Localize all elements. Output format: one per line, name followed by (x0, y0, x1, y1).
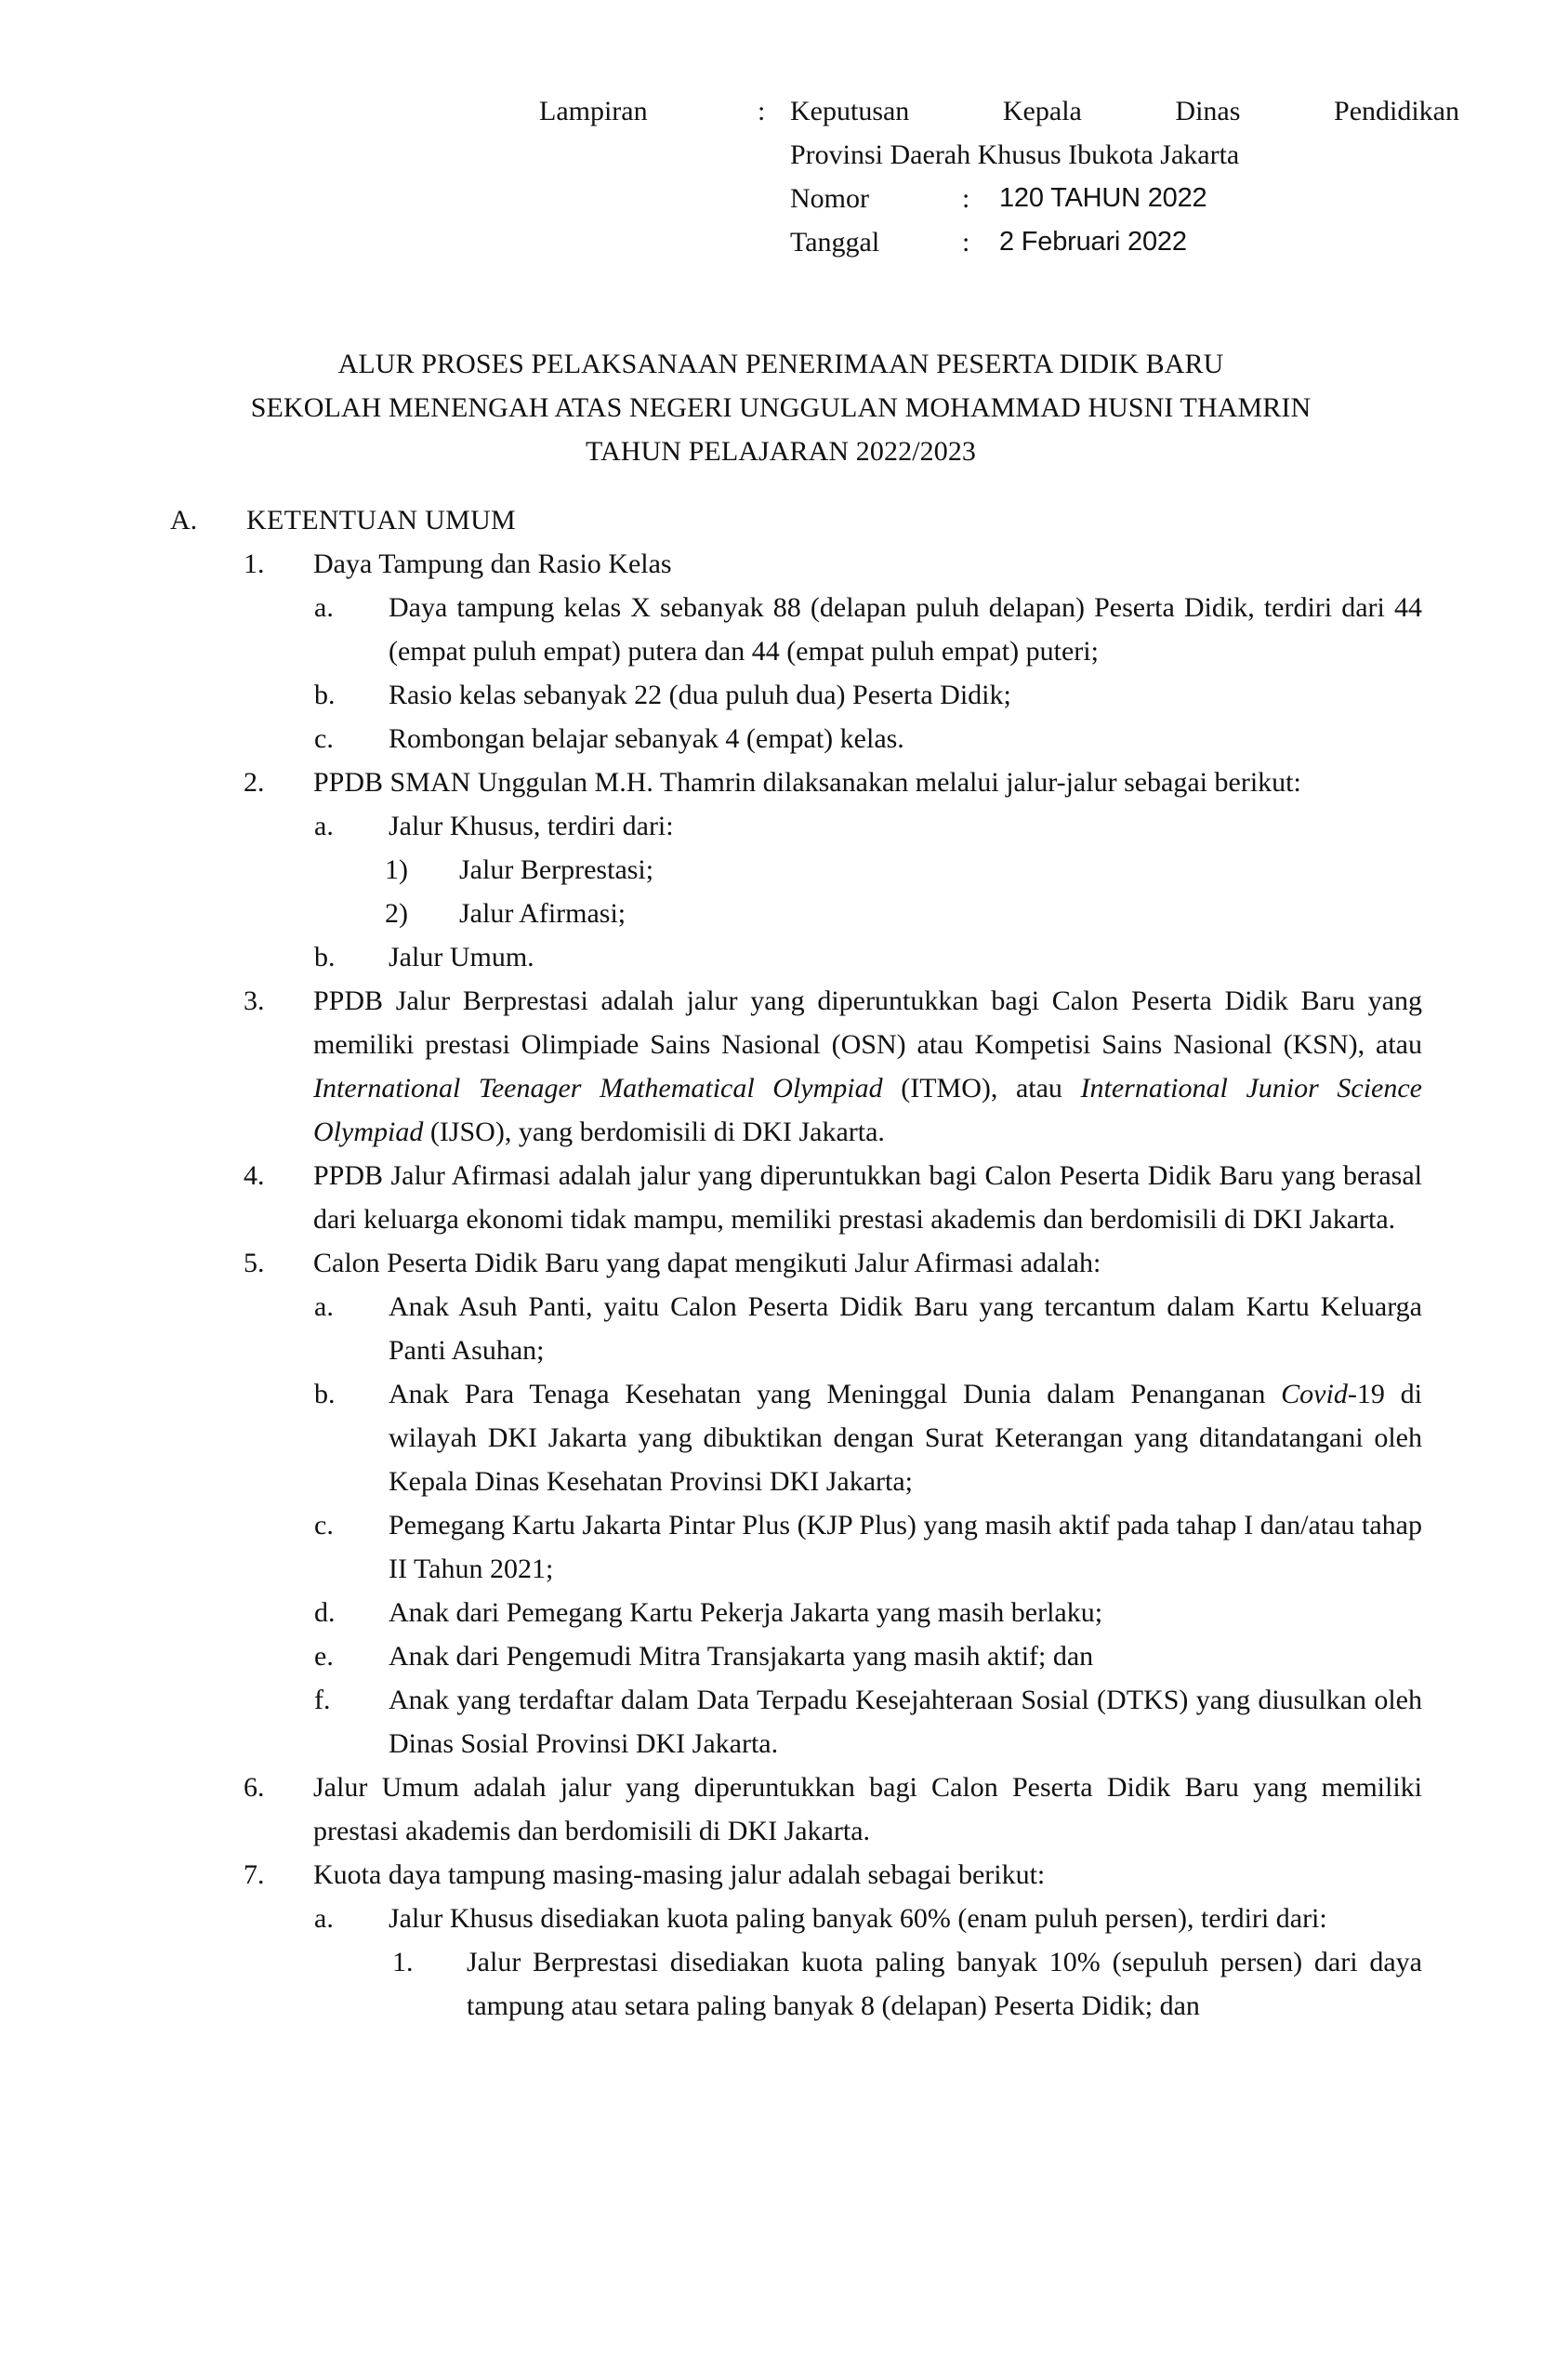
list-item-1-marker: 1. (244, 549, 265, 579)
list-item-5 (244, 1241, 1422, 1285)
list-item-7 (244, 1853, 1422, 1897)
list-item-5b-marker: b. (314, 1379, 336, 1409)
list-item-3-part3: (IJSO), yang berdomisili di DKI Jakarta. (423, 1117, 885, 1147)
list-item-2a1-marker: 1) (385, 854, 408, 885)
lampiran-colon: : (758, 96, 766, 126)
list-item-2a (314, 804, 1422, 848)
tanggal-label: Tanggal (790, 227, 880, 258)
lampiran-value-line2: Provinsi Daerah Khusus Ibukota Jakarta (790, 139, 1240, 170)
lampiran-value-line1: Keputusan Kepala Dinas Pendidikan (790, 96, 1459, 126)
list-item-3-part1: PPDB Jalur Berprestasi adalah jalur yang diperuntukkan bagi Calon Peserta Didik Baru yang memiliki prestasi Olimpiade Sains Nasional (OSN) atau Kompetisi Sains Nasional (KSN), atau (313, 985, 1422, 1060)
list-item-2a1-text: Jalur Berprestasi; (459, 854, 654, 885)
list-item-5f-text: Anak yang terdaftar dalam Data Terpadu Kesejahteraan Sosial (DTKS) yang diusulkan oleh Dinas Sosial Provinsi DKI Jakarta. (389, 1685, 1422, 1759)
list-item-1a (314, 586, 1422, 673)
tanggal-colon: : (962, 227, 970, 258)
list-item-7a1-text: Jalur Berprestasi disediakan kuota paling banyak 10% (sepuluh persen) dari daya tampung atau setara paling banyak 8 (delapan) Peserta Didik; dan (467, 1947, 1422, 2021)
list-item-3-marker: 3. (244, 985, 265, 1016)
header-row-lampiran-cont (790, 133, 1459, 177)
list-item-5b-part2: -19 di wilayah DKI Jakarta yang dibuktikan dengan Surat Keterangan yang ditandatangani oleh Kepala Dinas Kesehatan Provinsi DKI Jakarta; (389, 1379, 1422, 1497)
document-body (139, 498, 1422, 2028)
list-item-1b-marker: b. (314, 680, 336, 710)
list-item-3 (244, 979, 1422, 1154)
nomor-label: Nomor (790, 183, 869, 214)
list-item-5f-marker: f. (314, 1685, 331, 1715)
list-item-7a-marker: a. (314, 1903, 334, 1934)
section-heading-ketentuan-umum (170, 498, 1422, 542)
list-item-5e-text: Anak dari Pengemudi Mitra Transjakarta yang masih aktif; dan (389, 1641, 1094, 1672)
header-row-nomor (790, 177, 1459, 220)
list-item-6-text: Jalur Umum adalah jalur yang diperuntukkan bagi Calon Peserta Didik Baru yang memiliki prestasi akademis dan berdomisili di DKI Jakarta. (313, 1772, 1422, 1846)
page-title-line-3: TAHUN PELAJARAN 2022/2023 (585, 436, 977, 467)
list-item-6-marker: 6. (244, 1772, 265, 1803)
list-item-3-text (313, 979, 1422, 1154)
page-title-line-2: SEKOLAH MENENGAH ATAS NEGERI UNGGULAN MOHAMMAD HUSNI THAMRIN (250, 392, 1312, 423)
header-row-lampiran (539, 89, 1459, 133)
list-item-2a-text: Jalur Khusus, terdiri dari: (389, 811, 674, 841)
list-item-5a (314, 1285, 1422, 1372)
list-item-1b-text: Rasio kelas sebanyak 22 (dua puluh dua) Peserta Didik; (389, 680, 1011, 710)
list-item-2a2 (385, 892, 1422, 935)
page-title (139, 342, 1422, 473)
list-item-6 (244, 1765, 1422, 1853)
list-item-7-marker: 7. (244, 1859, 265, 1890)
list-item-2a1 (385, 848, 1422, 892)
list-item-5d-marker: d. (314, 1597, 336, 1628)
list-item-7-text: Kuota daya tampung masing-masing jalur adalah sebagai berikut: (313, 1859, 1046, 1890)
list-item-2 (244, 760, 1422, 804)
lampiran-label: Lampiran (539, 96, 648, 126)
list-item-1a-text: Daya tampung kelas X sebanyak 88 (delapan puluh delapan) Peserta Didik, terdiri dari 44 (empat puluh empat) putera dan 44 (empat puluh empat) puteri; (389, 592, 1422, 667)
list-item-5b-italic1: Covid (1281, 1379, 1348, 1409)
header-row-tanggal (790, 220, 1459, 264)
list-item-2a2-text: Jalur Afirmasi; (459, 898, 626, 929)
nomor-value: 120 TAHUN 2022 (999, 183, 1207, 213)
list-item-5-marker: 5. (244, 1248, 265, 1278)
section-heading-label: KETENTUAN UMUM (246, 505, 517, 536)
list-item-2b (314, 935, 1422, 979)
list-item-5e-marker: e. (314, 1641, 334, 1672)
list-item-5d (314, 1591, 1422, 1634)
list-item-1c (314, 717, 1422, 760)
list-item-4-marker: 4. (244, 1160, 265, 1191)
list-item-5-text: Calon Peserta Didik Baru yang dapat mengikuti Jalur Afirmasi adalah: (313, 1248, 1101, 1278)
list-item-2a-marker: a. (314, 811, 334, 841)
list-item-4-text: PPDB Jalur Afirmasi adalah jalur yang diperuntukkan bagi Calon Peserta Didik Baru yang berasal dari keluarga ekonomi tidak mampu, memiliki prestasi akademis dan berdomisili di DKI Jakarta. (313, 1160, 1422, 1235)
list-item-2-marker: 2. (244, 767, 265, 798)
list-item-2a2-marker: 2) (385, 898, 408, 929)
list-item-5e (314, 1634, 1422, 1678)
list-item-5b-part1: Anak Para Tenaga Kesehatan yang Meninggal Dunia dalam Penanganan (389, 1379, 1282, 1409)
list-item-1 (244, 542, 1422, 586)
list-item-7a-text: Jalur Khusus disediakan kuota paling banyak 60% (enam puluh persen), terdiri dari: (389, 1903, 1327, 1934)
nomor-colon: : (962, 183, 970, 214)
list-item-5c-text: Pemegang Kartu Jakarta Pintar Plus (KJP Plus) yang masih aktif pada tahap I dan/atau tahap II Tahun 2021; (389, 1510, 1422, 1584)
list-item-5a-marker: a. (314, 1291, 334, 1322)
list-item-2b-text: Jalur Umum. (389, 942, 534, 972)
list-item-3-part2: (ITMO), atau (882, 1073, 1081, 1104)
document-header (539, 89, 1459, 264)
section-marker: A. (170, 505, 198, 536)
list-item-3-italic2: International Junior Science Olympiad (313, 1073, 1422, 1147)
tanggal-value: 2 Februari 2022 (999, 227, 1187, 257)
list-item-7a1 (392, 1940, 1422, 2028)
list-item-1a-marker: a. (314, 592, 334, 623)
page-title-line-1: ALUR PROSES PELAKSANAAN PENERIMAAN PESERTA DIDIK BARU (337, 349, 1224, 379)
list-item-1c-text: Rombongan belajar sebanyak 4 (empat) kelas. (389, 723, 904, 754)
list-item-2b-marker: b. (314, 942, 336, 972)
list-item-7a1-marker: 1. (392, 1947, 414, 1977)
list-item-5c (314, 1503, 1422, 1591)
list-item-5d-text: Anak dari Pemegang Kartu Pekerja Jakarta yang masih berlaku; (389, 1597, 1103, 1628)
list-item-5a-text: Anak Asuh Panti, yaitu Calon Peserta Didik Baru yang tercantum dalam Kartu Keluarga Panti Asuhan; (389, 1291, 1422, 1366)
list-item-5f (314, 1678, 1422, 1765)
list-item-3-italic1: International Teenager Mathematical Olympiad (313, 1073, 883, 1104)
list-item-5b-text (389, 1372, 1422, 1503)
list-item-5b (314, 1372, 1422, 1503)
list-item-1c-marker: c. (314, 723, 334, 754)
list-item-4 (244, 1154, 1422, 1241)
list-item-2-text: PPDB SMAN Unggulan M.H. Thamrin dilaksanakan melalui jalur-jalur sebagai berikut: (313, 767, 1301, 798)
list-item-5c-marker: c. (314, 1510, 334, 1540)
list-item-1b (314, 673, 1422, 717)
list-item-7a (314, 1897, 1422, 1940)
list-item-1-text: Daya Tampung dan Rasio Kelas (313, 549, 672, 579)
